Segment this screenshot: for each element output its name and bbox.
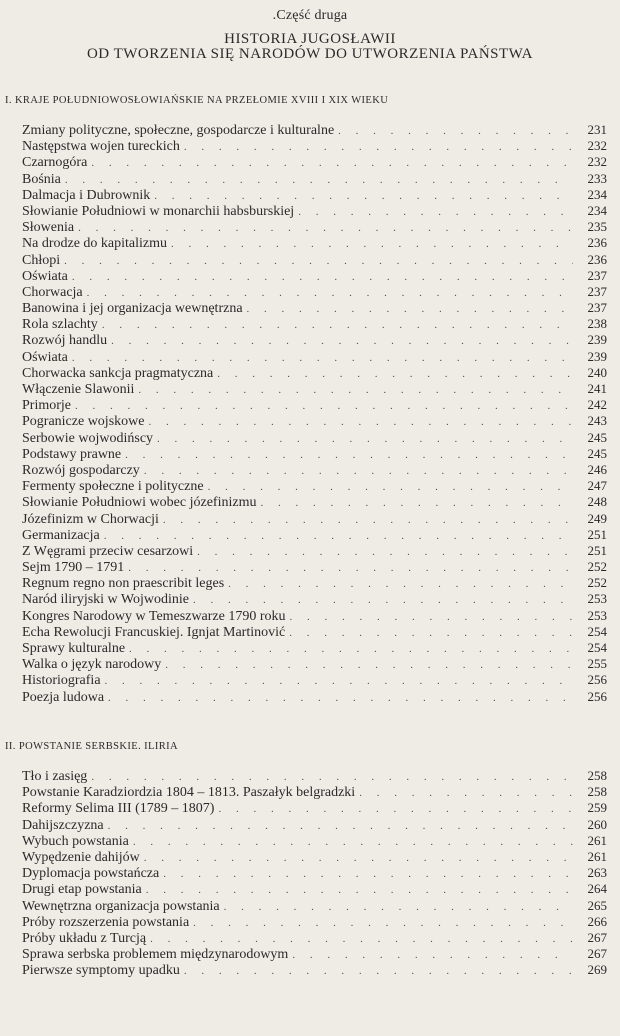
toc-entry-title: Z Węgrami przeciw cesarzowi <box>22 543 194 559</box>
dot-leader <box>218 801 573 817</box>
toc-entry <box>22 800 607 816</box>
toc-entry <box>22 365 607 381</box>
toc-entry-page: 247 <box>587 478 607 494</box>
toc-entry-page: 246 <box>587 461 607 477</box>
toc-entry-page: 269 <box>587 962 607 978</box>
dot-leader <box>197 544 573 560</box>
toc-entry-page: 261 <box>587 832 607 848</box>
toc-entry-title: Chorwacka sankcja pragmatyczna <box>22 365 214 381</box>
section-heading-2: II. POWSTANIE SERBSKIE. ILIRIA <box>5 741 179 752</box>
toc-entry-title: Reformy Selima III (1789 – 1807) <box>22 801 215 817</box>
toc-entry <box>22 865 607 881</box>
toc-entry-title: Dyplomacja powstańcza <box>22 866 160 882</box>
dot-leader <box>148 414 573 430</box>
toc-entry-page: 245 <box>587 445 607 461</box>
toc-entry-title: Banowina i jej organizacja wewnętrzna <box>22 301 243 317</box>
toc-entry <box>22 543 607 559</box>
toc-entry <box>22 656 607 672</box>
toc-entry-page: 252 <box>587 559 607 575</box>
dot-leader <box>138 382 573 398</box>
dot-leader <box>171 236 573 252</box>
toc-entry-title: Drugi etap powstania <box>22 882 142 898</box>
toc-entry <box>22 122 607 138</box>
toc-entry-page: 232 <box>587 154 607 170</box>
toc-entry-page: 266 <box>587 913 607 929</box>
dot-leader <box>165 657 573 673</box>
toc-entry-title: Kongres Narodowy w Temeszwarze 1790 roku <box>22 608 286 624</box>
toc-entry-page: 236 <box>587 251 607 267</box>
toc-entry-title: Serbowie wojwodińscy <box>22 430 154 446</box>
toc-entry-page: 256 <box>587 688 607 704</box>
book-title: HISTORIA JUGOSŁAWII <box>224 31 396 47</box>
toc-entry-title: Następstwa wojen tureckich <box>22 139 180 155</box>
toc-entry <box>22 768 607 784</box>
toc-entry <box>22 430 607 446</box>
dot-leader <box>144 850 573 866</box>
dot-leader <box>144 463 573 479</box>
toc-entry <box>22 898 607 914</box>
toc-entry-title: Próby rozszerzenia powstania <box>22 914 190 930</box>
toc-entry-page: 253 <box>587 591 607 607</box>
dot-leader <box>163 512 573 528</box>
dot-leader <box>146 882 573 898</box>
toc-entry <box>22 478 607 494</box>
toc-entry-page: 249 <box>587 510 607 526</box>
dot-leader <box>91 155 573 171</box>
dot-leader <box>65 172 573 188</box>
dot-leader <box>298 204 573 220</box>
toc-entry-page: 267 <box>587 946 607 962</box>
dot-leader <box>338 123 573 139</box>
toc-entry-page: 260 <box>587 816 607 832</box>
toc-entry <box>22 332 607 348</box>
toc-entry-page: 263 <box>587 865 607 881</box>
toc-entry-page: 232 <box>587 138 607 154</box>
toc-entry-page: 237 <box>587 267 607 283</box>
dot-leader <box>292 947 573 963</box>
dot-leader <box>184 139 573 155</box>
toc-entry <box>22 914 607 930</box>
toc-entry <box>22 316 607 332</box>
toc-entry-page: 235 <box>587 219 607 235</box>
toc-entry-page: 256 <box>587 672 607 688</box>
toc-entry-title: Pierwsze symptomy upadku <box>22 963 180 979</box>
dot-leader <box>184 963 573 979</box>
dot-leader <box>290 609 573 625</box>
toc-entry <box>22 962 607 978</box>
dot-leader <box>157 431 573 447</box>
toc-entry <box>22 413 607 429</box>
toc-entry <box>22 591 607 607</box>
toc-entry-title: Pogranicze wojskowe <box>22 414 145 430</box>
toc-entry-title: Regnum regno non praescribit leges <box>22 576 225 592</box>
dot-leader <box>154 188 573 204</box>
toc-entry <box>22 575 607 591</box>
toc-entry-title: Oświata <box>22 349 68 365</box>
toc-entry-page: 238 <box>587 316 607 332</box>
toc-entry-title: Historiografia <box>22 673 101 689</box>
toc-entry <box>22 203 607 219</box>
section-heading-1: I. KRAJE POŁUDNIOWOSŁOWIAŃSKIE NA PRZEŁOMIE XVIII I XIX WIEKU <box>5 95 389 106</box>
toc-entry <box>22 672 607 688</box>
toc-entry-title: Poezja ludowa <box>22 689 105 705</box>
toc-entry-title: Sejm 1790 – 1791 <box>22 560 125 576</box>
toc-entry-title: Tło i zasięg <box>22 769 88 784</box>
toc-entry <box>22 154 607 170</box>
dot-leader <box>78 220 573 236</box>
toc-entry <box>22 930 607 946</box>
toc-entry-title: Na drodze do kapitalizmu <box>22 236 168 252</box>
toc-entry-page: 241 <box>587 381 607 396</box>
toc-entry <box>22 171 607 187</box>
toc-entry-title: Sprawy kulturalne <box>22 641 126 656</box>
dot-leader <box>150 931 573 947</box>
toc-entry-page: 234 <box>587 202 607 218</box>
toc-entry-page: 236 <box>587 235 607 251</box>
toc-entry <box>22 219 607 235</box>
toc-entry-page: 243 <box>587 413 607 429</box>
toc-entry <box>22 511 607 527</box>
toc-entry-page: 254 <box>587 640 607 655</box>
toc-entry-title: Sprawa serbska problemem międzynarodowym <box>22 947 289 963</box>
toc-entry-page: 253 <box>587 607 607 623</box>
dot-leader <box>133 834 573 850</box>
toc-entry-title: Powstanie Karadziordzia 1804 – 1813. Paszałyk belgradzki <box>22 785 356 801</box>
toc-entry-title: Fermenty społeczne i polityczne <box>22 479 204 495</box>
toc-entry <box>22 300 607 316</box>
dot-leader <box>128 560 573 576</box>
toc-entry-title: Oświata <box>22 268 68 284</box>
toc-entry-title: Bośnia <box>22 171 61 187</box>
toc-entry <box>22 784 607 800</box>
toc-entry <box>22 349 607 365</box>
toc-list-section-1 <box>22 122 607 705</box>
toc-entry-page: 255 <box>587 656 607 672</box>
toc-entry <box>22 446 607 462</box>
toc-entry-title: Rola szlachty <box>22 317 98 333</box>
dot-leader <box>359 785 573 801</box>
dot-leader <box>224 899 573 915</box>
dot-leader <box>228 576 573 592</box>
toc-entry-title: Germanizacja <box>22 527 100 543</box>
dot-leader <box>125 447 573 463</box>
toc-entry <box>22 946 607 962</box>
toc-entry <box>22 494 607 510</box>
toc-entry-page: 242 <box>587 397 607 413</box>
dot-leader <box>129 641 573 657</box>
dot-leader <box>87 285 573 301</box>
toc-entry-title: Słowianie Południowi wobec józefinizmu <box>22 495 257 511</box>
toc-entry-page: 258 <box>587 784 607 800</box>
toc-entry-page: 251 <box>587 542 607 558</box>
toc-entry-title: Wybuch powstania <box>22 833 129 849</box>
toc-entry-title: Naród iliryjski w Wojwodinie <box>22 592 189 608</box>
toc-entry-title: Słowenia <box>22 220 75 236</box>
dot-leader <box>289 625 573 641</box>
toc-entry-page: 245 <box>587 429 607 445</box>
toc-entry-page: 258 <box>587 768 607 783</box>
toc-entry <box>22 881 607 897</box>
toc-entry-title: Rozwój gospodarczy <box>22 462 140 478</box>
toc-entry <box>22 833 607 849</box>
toc-entry-title: Primorje <box>22 398 71 414</box>
dot-leader <box>75 398 573 414</box>
toc-entry-page: 239 <box>587 332 607 348</box>
toc-entry-title: Czarnogóra <box>22 155 88 171</box>
dot-leader <box>105 673 573 689</box>
toc-entry-title: Chłopi <box>22 252 61 268</box>
toc-entry <box>22 187 607 203</box>
toc-entry-page: 231 <box>587 122 607 137</box>
dot-leader <box>72 269 573 285</box>
dot-leader <box>102 317 573 333</box>
toc-entry-page: 252 <box>587 575 607 591</box>
book-subtitle: OD TWORZENIA SIĘ NARODÓW DO UTWORZENIA PAŃSTWA <box>86 46 534 62</box>
toc-entry <box>22 527 607 543</box>
toc-entry <box>22 624 607 640</box>
dot-leader <box>91 769 573 785</box>
toc-entry <box>22 608 607 624</box>
dot-leader <box>108 818 573 834</box>
toc-entry-title: Echa Rewolucji Francuskiej. Ignjat Martinović <box>22 624 286 640</box>
dot-leader <box>208 479 573 495</box>
dot-leader <box>247 301 573 317</box>
toc-entry-title: Włączenie Slawonii <box>22 382 135 397</box>
toc-entry <box>22 462 607 478</box>
toc-entry <box>22 559 607 575</box>
toc-entry-page: 234 <box>587 186 607 202</box>
toc-entry-title: Dahijszczyzna <box>22 817 104 833</box>
toc-entry-page: 267 <box>587 929 607 945</box>
dot-leader <box>64 253 573 269</box>
toc-entry <box>22 235 607 251</box>
toc-list-section-2 <box>22 768 607 978</box>
dot-leader <box>108 690 573 706</box>
toc-entry-page: 237 <box>587 283 607 299</box>
toc-entry-title: Zmiany polityczne, społeczne, gospodarcze i kulturalne <box>22 123 335 138</box>
toc-entry <box>22 689 607 705</box>
toc-entry-page: 264 <box>587 881 607 897</box>
toc-entry-title: Wypędzenie dahijów <box>22 849 140 865</box>
toc-entry-title: Chorwacja <box>22 284 83 300</box>
toc-entry-title: Wewnętrzna organizacja powstania <box>22 898 220 914</box>
toc-entry-page: 254 <box>587 623 607 639</box>
toc-entry <box>22 640 607 656</box>
toc-entry-title: Podstawy prawne <box>22 446 122 462</box>
toc-entry-page: 259 <box>587 800 607 816</box>
toc-entry-title: Słowianie Południowi w monarchii habsburskiej <box>22 203 295 219</box>
toc-entry-title: Próby układu z Turcją <box>22 930 147 946</box>
toc-entry <box>22 817 607 833</box>
toc-entry-page: 239 <box>587 348 607 364</box>
part-label: .Część druga <box>272 8 348 23</box>
toc-entry <box>22 849 607 865</box>
dot-leader <box>72 350 573 366</box>
toc-entry <box>22 397 607 413</box>
dot-leader <box>217 366 573 382</box>
dot-leader <box>111 333 573 349</box>
toc-entry-title: Rozwój handlu <box>22 333 108 349</box>
toc-entry-title: Walka o język narodowy <box>22 657 162 673</box>
toc-entry <box>22 284 607 300</box>
toc-entry-page: 240 <box>587 364 607 380</box>
dot-leader <box>193 592 573 608</box>
dot-leader <box>193 915 573 931</box>
toc-entry-page: 248 <box>587 494 607 510</box>
toc-entry-page: 233 <box>587 170 607 186</box>
dot-leader <box>260 495 573 511</box>
toc-entry-page: 265 <box>587 897 607 913</box>
toc-entry-page: 261 <box>587 848 607 864</box>
toc-entry <box>22 268 607 284</box>
toc-entry <box>22 252 607 268</box>
toc-entry-page: 251 <box>587 526 607 542</box>
toc-entry-title: Józefinizm w Chorwacji <box>22 511 159 527</box>
dot-leader <box>163 866 573 882</box>
toc-entry <box>22 381 607 397</box>
toc-entry <box>22 138 607 154</box>
toc-entry-page: 237 <box>587 300 607 316</box>
dot-leader <box>104 528 573 544</box>
toc-entry-title: Dalmacja i Dubrownik <box>22 187 151 203</box>
